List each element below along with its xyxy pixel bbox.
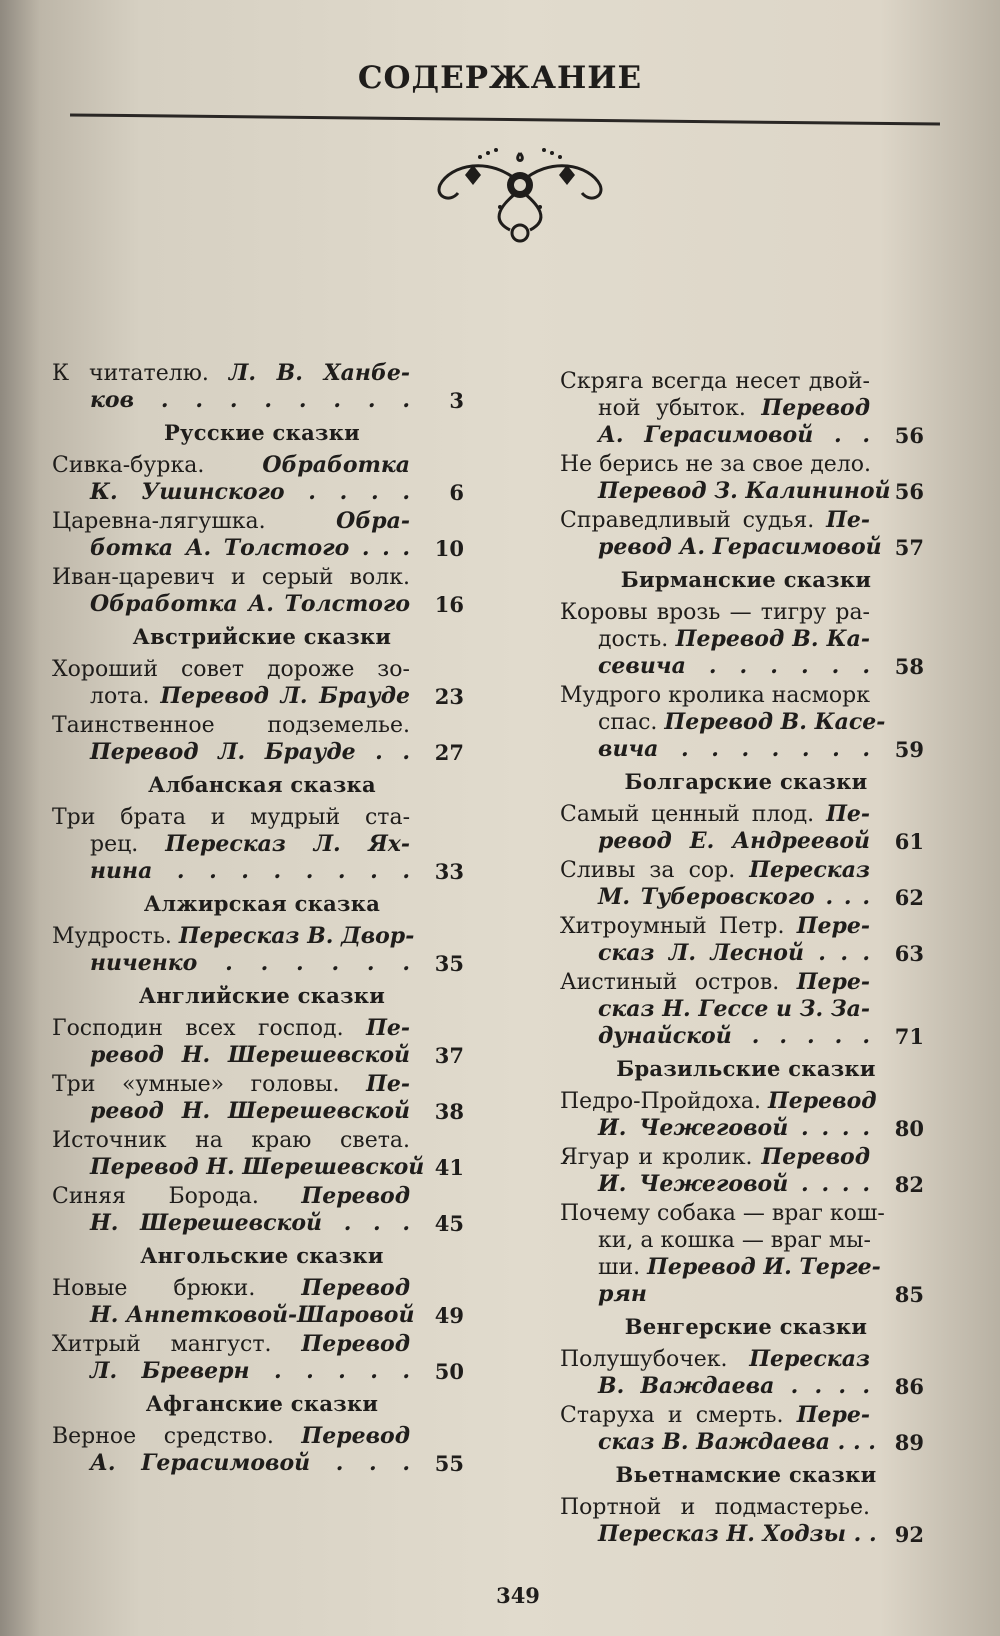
entry-credit: Перевод Н. Шерешевской — [90, 1154, 425, 1180]
section-heading: Английские сказки — [138, 983, 386, 1008]
entry-page-number: 45 — [434, 1211, 464, 1236]
entry-credit: М. Туберовского . . . — [598, 884, 870, 910]
toc-entry — [560, 507, 932, 561]
entry-credit: Перевод — [761, 395, 870, 421]
toc-entry — [560, 599, 932, 680]
entry-credit: Перевод — [761, 1144, 870, 1170]
toc-entry — [52, 804, 472, 885]
toc-entry — [560, 857, 932, 911]
entry-title: К читателю. — [52, 361, 229, 386]
toc-entry — [52, 656, 472, 710]
entry-credit: ревод Н. Шерешевской — [90, 1042, 410, 1068]
toc-entry — [560, 1200, 932, 1308]
entry-title: Господин всех господ. — [52, 1016, 367, 1041]
entry-page-number: 59 — [894, 737, 924, 762]
entry-title: Не берись не за свое дело. — [560, 452, 872, 477]
entry-title: Старуха и смерть. — [560, 1403, 797, 1428]
section-heading: Венгерские сказки — [624, 1314, 868, 1339]
entry-credit: сказ Л. Лесной . . . — [598, 940, 870, 966]
toc-entry — [52, 1423, 472, 1477]
entry-credit: ревод А. Герасимовой — [598, 534, 882, 560]
entry-credit: Обработка — [262, 452, 410, 478]
entry-page-number: 27 — [434, 740, 464, 765]
entry-credit: И. Чежеговой . . . . — [598, 1115, 870, 1141]
entry-title: Хитроумный Петр. — [560, 914, 797, 939]
entry-credit: Пе- — [366, 1071, 410, 1097]
page-title: СОДЕРЖАНИЕ — [357, 60, 643, 96]
toc-entry — [52, 1183, 472, 1237]
entry-title: Справедливый судья. — [560, 508, 827, 533]
entry-page-number: 3 — [449, 388, 464, 413]
toc-entry — [560, 682, 932, 763]
entry-page-number: 23 — [434, 684, 464, 709]
toc-entry — [560, 969, 932, 1050]
entry-page-number: 62 — [894, 885, 924, 910]
entry-title: Три брата и мудрый ста- — [52, 805, 410, 830]
toc-entry — [560, 1494, 932, 1548]
entry-credit: нина . . . . . . . . — [90, 858, 410, 884]
entry-page-number: 57 — [894, 535, 924, 560]
entry-title: Скряга всегда несет двой- — [560, 369, 870, 394]
entry-title: Сливы за сор. — [560, 858, 750, 883]
toc-entry — [52, 452, 472, 506]
entry-title: Аистиный остров. — [560, 970, 797, 995]
entry-page-number: 61 — [894, 829, 924, 854]
entry-page-number: 56 — [894, 423, 924, 448]
entry-title: Таинственное подземелье. — [52, 713, 410, 738]
entry-credit: Перевод Л. Брауде . . — [90, 739, 410, 765]
entry-credit: дунайской . . . . . — [598, 1023, 870, 1049]
floral-ornament-icon — [430, 135, 610, 245]
section-heading: Австрийские сказки — [132, 624, 392, 649]
entry-credit: Перевод В. Касе- — [664, 709, 886, 735]
entry-title: лота. — [90, 684, 161, 709]
entry-credit: Пере- — [796, 1402, 870, 1428]
entry-title: Царевна-лягушка. — [52, 509, 337, 534]
entry-credit: ревод Е. Андреевой — [598, 828, 870, 854]
toc-entry — [560, 368, 932, 449]
section-heading: Бразильские сказки — [616, 1056, 876, 1081]
entry-page-number: 38 — [434, 1099, 464, 1124]
entry-page-number: 82 — [894, 1172, 924, 1197]
entry-page-number: 33 — [434, 859, 464, 884]
entry-page-number: 80 — [894, 1116, 924, 1141]
section-heading: Бирманские сказки — [620, 567, 872, 592]
entry-credit: ревод Н. Шерешевской — [90, 1098, 410, 1124]
entry-credit: сказ В. Важдаева . . . — [598, 1429, 876, 1455]
entry-credit: Пересказ В. Двор- — [178, 923, 415, 949]
entry-credit: Л. В. Ханбе- — [228, 360, 410, 386]
entry-title: Педро-Пройдоха. — [560, 1089, 768, 1114]
entry-credit: рян — [598, 1281, 647, 1307]
entry-credit: Пере- — [796, 913, 870, 939]
entry-credit: севича . . . . . . — [598, 653, 870, 679]
entry-credit: Пересказ Л. Ях- — [165, 831, 410, 857]
toc-entry — [52, 508, 472, 562]
entry-credit: Н. Анпетковой-Шаровой — [90, 1302, 415, 1328]
entry-page-number: 55 — [434, 1451, 464, 1476]
entry-title: ки, а кошка — враг мы- — [598, 1228, 871, 1253]
entry-credit: Перевод И. Терге- — [647, 1254, 881, 1280]
entry-credit: Перевод Л. Брауде — [160, 683, 410, 709]
entry-title: Мудрого кролика насморк — [560, 683, 870, 708]
page-number: 349 — [496, 1583, 540, 1608]
entry-credit: ков . . . . . . . . — [90, 387, 410, 413]
entry-page-number: 49 — [434, 1303, 464, 1328]
entry-credit: А. Герасимовой . . — [598, 422, 870, 448]
title-rule — [70, 113, 940, 125]
entry-page-number: 10 — [434, 536, 464, 561]
entry-credit: Н. Шерешевской . . . — [90, 1210, 410, 1236]
entry-page-number: 35 — [434, 951, 464, 976]
entry-credit: Перевод — [301, 1275, 410, 1301]
toc-entry — [52, 712, 472, 766]
entry-credit: Перевод — [301, 1423, 410, 1449]
entry-title: рец. — [90, 832, 166, 857]
toc-entry — [52, 1071, 472, 1125]
section-heading: Русские сказки — [163, 420, 361, 445]
toc-entry — [560, 913, 932, 967]
entry-credit: Перевод З. Калининой — [598, 478, 891, 504]
entry-credit: Обра- — [336, 508, 410, 534]
entry-credit: Пере- — [796, 969, 870, 995]
entry-credit: ниченко . . . . . . — [90, 950, 410, 976]
entry-credit: К. Ушинского . . . . — [90, 479, 410, 505]
toc-entry — [52, 1331, 472, 1385]
entry-credit: вича . . . . . . . — [598, 736, 870, 762]
entry-page-number: 85 — [894, 1282, 924, 1307]
entry-page-number: 37 — [434, 1043, 464, 1068]
toc-left-column — [52, 360, 472, 1479]
entry-title: дость. — [598, 627, 676, 652]
entry-page-number: 16 — [434, 592, 464, 617]
section-heading: Болгарские сказки — [624, 769, 868, 794]
entry-page-number: 50 — [434, 1359, 464, 1384]
entry-credit: сказ Н. Гессе и З. За- — [598, 996, 871, 1022]
toc-entry — [560, 1402, 932, 1456]
entry-title: Хороший совет дороже зо- — [52, 657, 410, 682]
entry-credit: А. Герасимовой . . . — [90, 1450, 410, 1476]
entry-title: Сивка-бурка. — [52, 453, 263, 478]
entry-credit: В. Важдаева . . . . — [598, 1373, 870, 1399]
entry-page-number: 89 — [894, 1430, 924, 1455]
entry-title: Портной и подмастерье. — [560, 1495, 870, 1520]
entry-credit: ботка А. Толстого . . . — [90, 535, 410, 561]
entry-title: Синяя Борода. — [52, 1184, 302, 1209]
entry-credit: Пересказ — [749, 1346, 870, 1372]
entry-credit: Перевод — [301, 1183, 410, 1209]
toc-entry — [560, 451, 932, 505]
entry-credit: Перевод — [301, 1331, 410, 1357]
toc-entry — [560, 801, 932, 855]
section-heading: Алжирская сказка — [143, 891, 381, 916]
toc-entry — [52, 360, 472, 414]
entry-page-number: 6 — [449, 480, 464, 505]
toc-entry — [560, 1144, 932, 1198]
toc-entry — [52, 564, 472, 618]
toc-entry — [52, 1275, 472, 1329]
entry-credit: Пе- — [826, 507, 870, 533]
entry-title: Ягуар и кролик. — [560, 1145, 762, 1170]
entry-page-number: 56 — [894, 479, 924, 504]
entry-title: Новые брюки. — [52, 1276, 302, 1301]
entry-title: Самый ценный плод. — [560, 802, 827, 827]
toc-entry — [52, 1015, 472, 1069]
entry-title: Верное средство. — [52, 1424, 302, 1449]
entry-title: Мудрость. — [52, 924, 179, 949]
entry-title: ной убыток. — [598, 396, 762, 421]
entry-page-number: 63 — [894, 941, 924, 966]
entry-page-number: 58 — [894, 654, 924, 679]
toc-entry — [52, 1127, 472, 1181]
section-heading: Афганские сказки — [145, 1391, 379, 1416]
toc-entry — [52, 923, 472, 977]
entry-credit: Пе- — [826, 801, 870, 827]
entry-title: Почему собака — враг кош- — [560, 1201, 885, 1226]
entry-credit: Перевод В. Ка- — [675, 626, 871, 652]
section-heading: Албанская сказка — [148, 772, 376, 797]
entry-credit: Перевод — [768, 1088, 877, 1114]
entry-credit: Пересказ — [749, 857, 870, 883]
entry-credit: Л. Бреверн . . . . . — [90, 1358, 410, 1384]
entry-title: ши. — [598, 1255, 648, 1280]
entry-title: Три «умные» головы. — [52, 1072, 367, 1097]
entry-credit: Обработка А. Толстого — [90, 591, 410, 617]
section-heading: Ангольские сказки — [140, 1243, 384, 1268]
entry-page-number: 86 — [894, 1374, 924, 1399]
entry-title: Источник на краю света. — [52, 1128, 410, 1153]
entry-title: спас. — [598, 710, 665, 735]
entry-page-number: 71 — [894, 1024, 924, 1049]
toc-entry — [560, 1346, 932, 1400]
entry-title: Иван-царевич и серый волк. — [52, 565, 410, 590]
entry-title: Полушубочек. — [560, 1347, 750, 1372]
toc-entry — [560, 1088, 932, 1142]
entry-page-number: 92 — [894, 1522, 924, 1547]
entry-credit: И. Чежеговой . . . . — [598, 1171, 870, 1197]
entry-credit: Пе- — [366, 1015, 410, 1041]
entry-page-number: 41 — [434, 1155, 464, 1180]
entry-title: Хитрый мангуст. — [52, 1332, 302, 1357]
entry-credit: Пересказ Н. Ходзы . . — [598, 1521, 877, 1547]
entry-title: Коровы врозь — тигру ра- — [560, 600, 870, 625]
toc-right-column — [560, 368, 932, 1550]
section-heading: Вьетнамские сказки — [615, 1462, 877, 1487]
